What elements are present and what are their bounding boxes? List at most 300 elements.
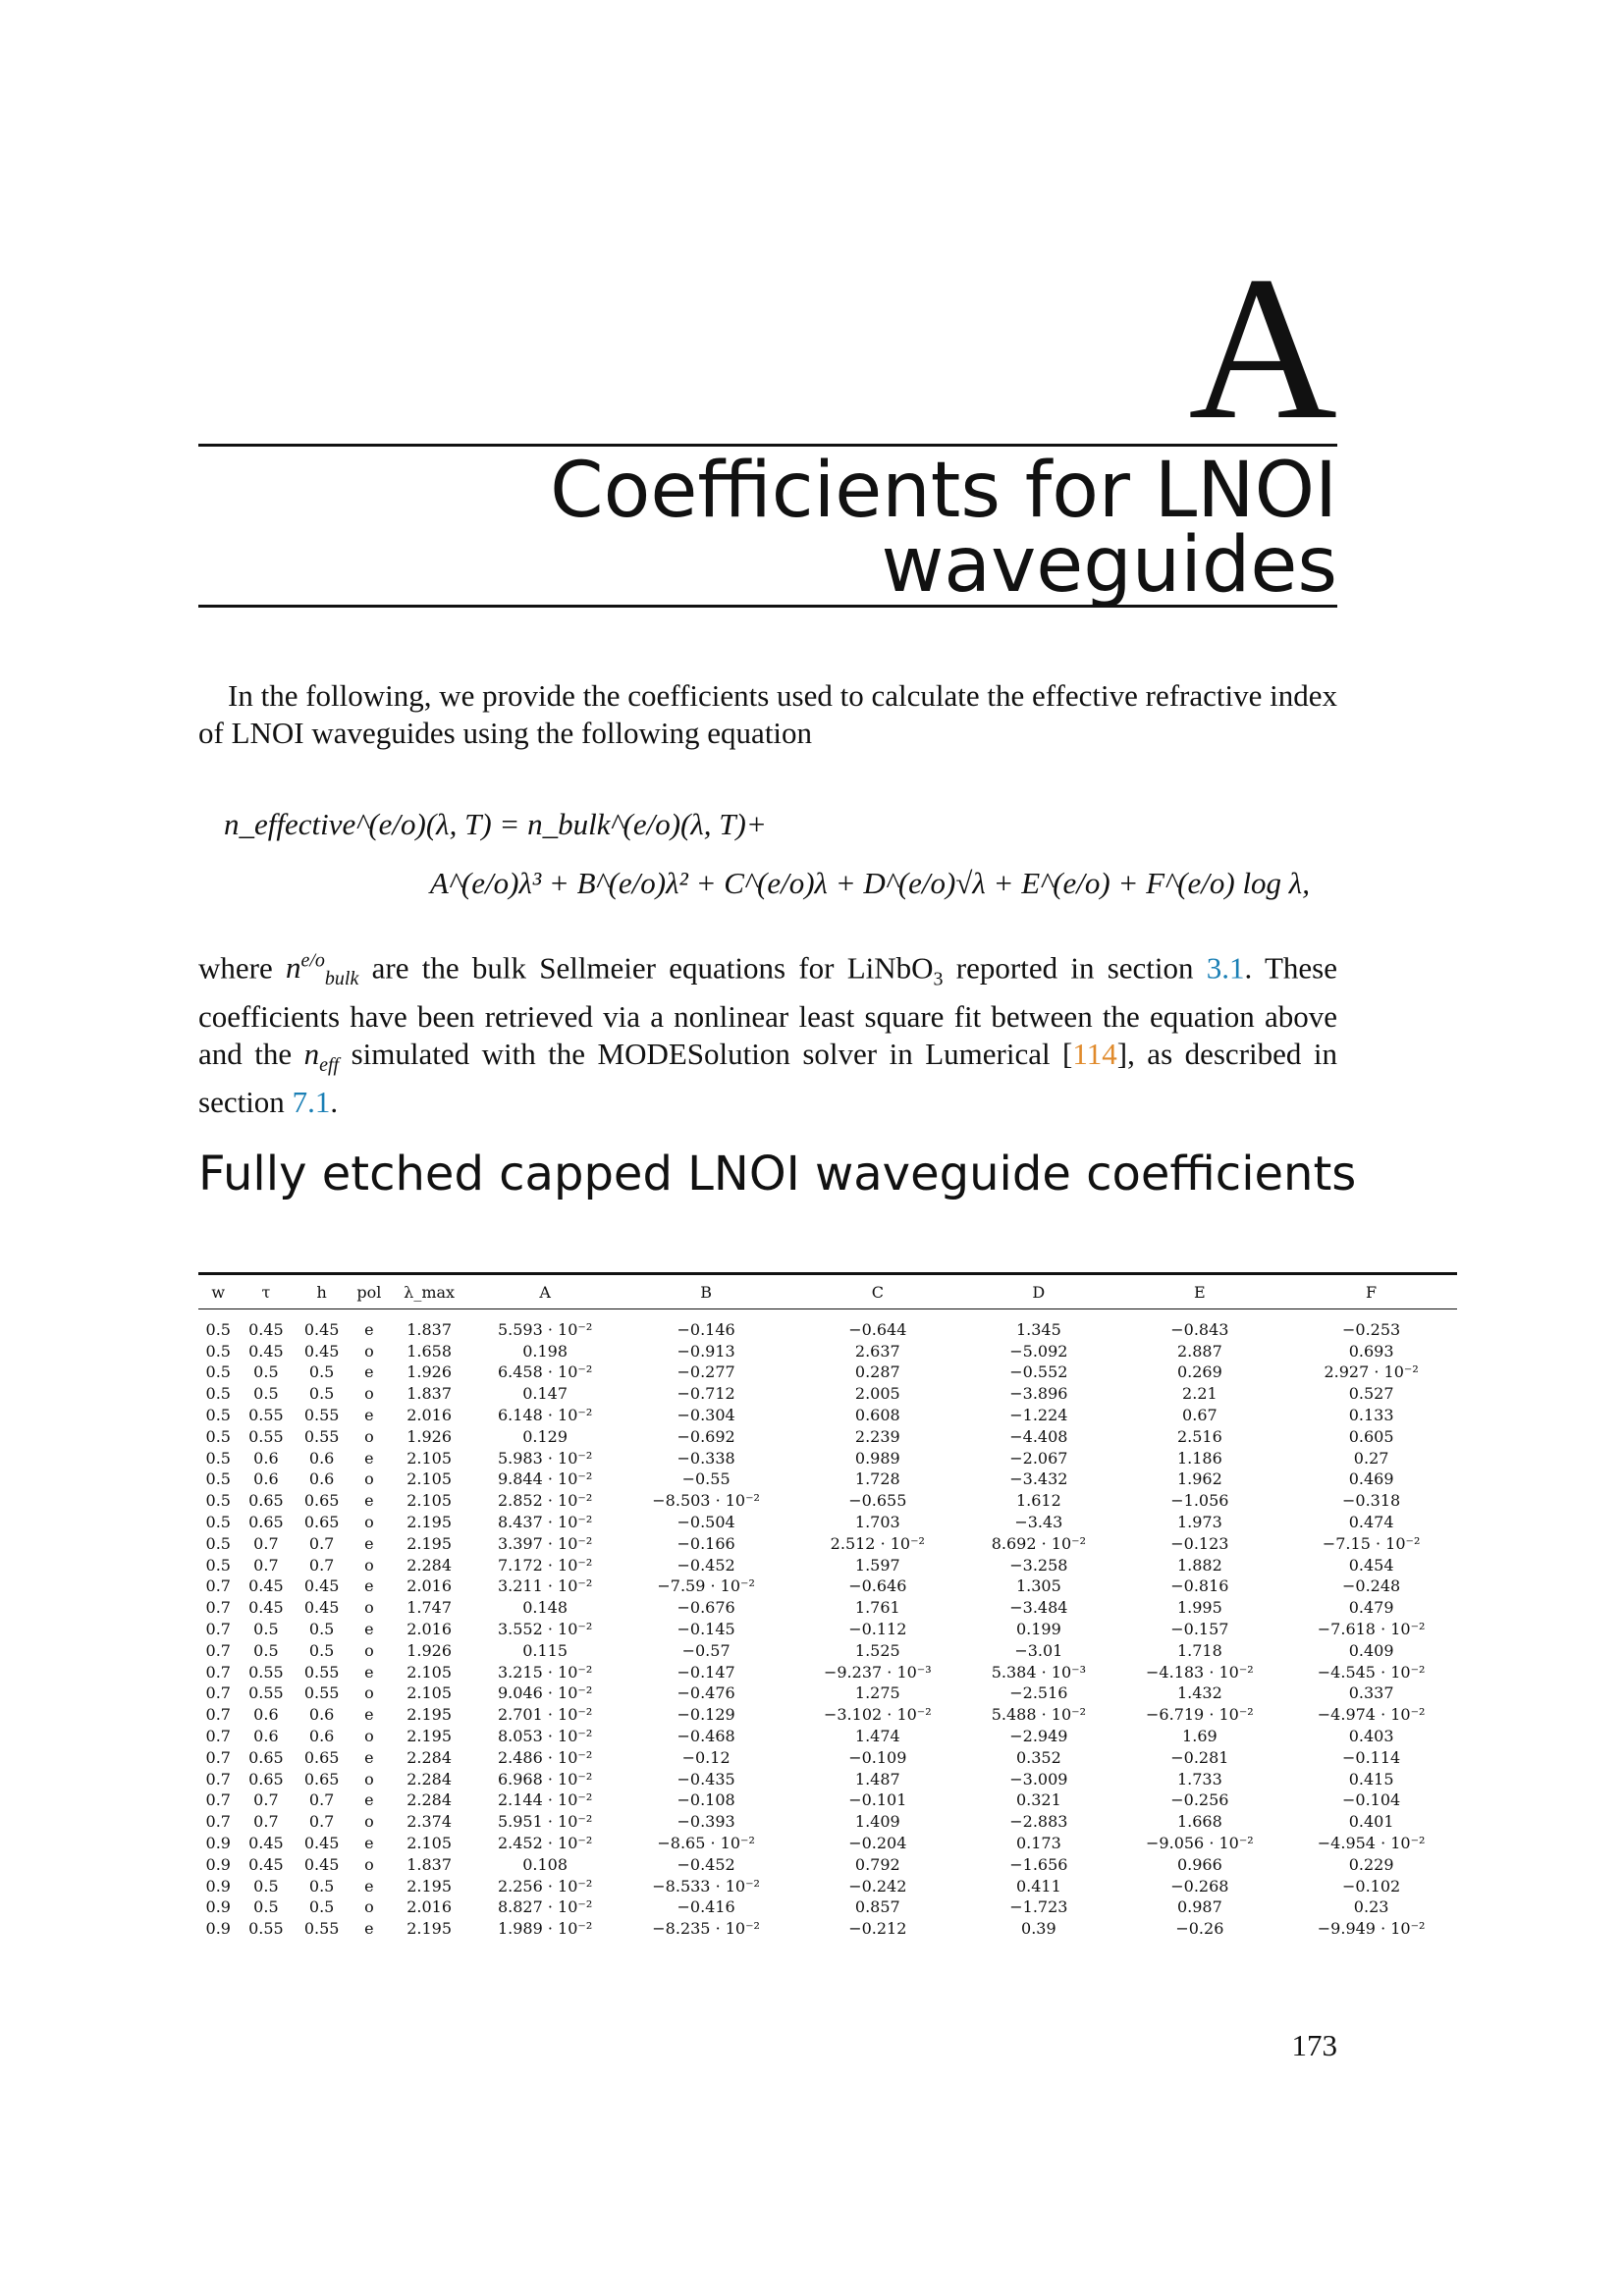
table-cell: −0.646 bbox=[848, 1576, 907, 1596]
table-cell: 1.668 bbox=[1176, 1812, 1222, 1832]
table-cell: 1.962 bbox=[1176, 1469, 1222, 1489]
table-cell: 1.837 bbox=[406, 1854, 453, 1874]
table-cell: −0.147 bbox=[677, 1662, 735, 1682]
table-cell: −1.656 bbox=[1009, 1854, 1068, 1874]
table-row bbox=[198, 1426, 1457, 1448]
table-cell: o bbox=[364, 1555, 374, 1575]
citation-link[interactable]: 114 bbox=[1072, 1036, 1117, 1071]
table-cell: o bbox=[364, 1640, 374, 1660]
table-row bbox=[198, 1833, 1457, 1854]
table-cell: −3.102 · 10⁻² bbox=[823, 1705, 932, 1725]
table-header-cell: pol bbox=[356, 1282, 382, 1302]
table-cell: 0.337 bbox=[1348, 1683, 1394, 1703]
table-cell: e bbox=[364, 1533, 374, 1553]
table-cell: 0.269 bbox=[1176, 1362, 1222, 1382]
table-row bbox=[198, 1897, 1457, 1919]
where-text-7: . bbox=[330, 1084, 339, 1119]
table-cell: 0.65 bbox=[303, 1513, 340, 1532]
table-cell: −0.108 bbox=[677, 1790, 735, 1810]
table-cell: 0.7 bbox=[253, 1533, 279, 1553]
table-cell: 0.7 bbox=[205, 1705, 231, 1725]
table-cell: 0.989 bbox=[854, 1448, 900, 1468]
table-cell: 0.65 bbox=[248, 1513, 284, 1532]
table-cell: 0.5 bbox=[205, 1319, 231, 1339]
table-cell: 0.287 bbox=[854, 1362, 900, 1382]
table-cell: −4.974 · 10⁻² bbox=[1317, 1705, 1426, 1725]
table-cell: −4.183 · 10⁻² bbox=[1146, 1662, 1254, 1682]
table-cell: 0.45 bbox=[248, 1854, 284, 1874]
table-cell: −9.949 · 10⁻² bbox=[1317, 1919, 1426, 1939]
table-cell: 0.401 bbox=[1348, 1812, 1394, 1832]
table-cell: 0.7 bbox=[308, 1812, 335, 1832]
table-cell: e bbox=[364, 1876, 374, 1896]
table-cell: o bbox=[364, 1341, 374, 1361]
table-cell: 0.7 bbox=[205, 1727, 231, 1746]
table-cell: o bbox=[364, 1854, 374, 1874]
table-header-cell: w bbox=[211, 1282, 226, 1302]
table-cell: 0.9 bbox=[205, 1854, 231, 1874]
table-row bbox=[198, 1576, 1457, 1598]
table-cell: 0.409 bbox=[1348, 1640, 1394, 1660]
table-cell: e bbox=[364, 1491, 374, 1511]
table-cell: 2.284 bbox=[406, 1769, 453, 1789]
section-ref-link[interactable]: 3.1 bbox=[1206, 950, 1245, 986]
table-cell: 0.108 bbox=[522, 1854, 568, 1874]
chapter-title-line1: Coefficients for LNOI bbox=[550, 447, 1337, 535]
table-cell: 0.7 bbox=[253, 1790, 279, 1810]
table-cell: 2.105 bbox=[406, 1834, 453, 1853]
table-cell: e bbox=[364, 1448, 374, 1468]
table-cell: 0.55 bbox=[248, 1683, 284, 1703]
table-cell: 1.718 bbox=[1176, 1640, 1222, 1660]
table-cell: 2.105 bbox=[406, 1662, 453, 1682]
intro-paragraph: In the following, we provide the coefficients used to calculate the effective refractive index of LNOI waveguides using the following equation bbox=[198, 678, 1337, 750]
table-cell: 0.5 bbox=[205, 1533, 231, 1553]
table-cell: o bbox=[364, 1812, 374, 1832]
table-cell: 0.5 bbox=[308, 1620, 335, 1639]
table-cell: 0.5 bbox=[205, 1469, 231, 1489]
table-cell: 2.637 bbox=[854, 1341, 900, 1361]
table-cell: 0.45 bbox=[248, 1319, 284, 1339]
table-cell: 2.516 bbox=[1176, 1426, 1222, 1446]
table-cell: 1.186 bbox=[1176, 1448, 1222, 1468]
table-cell: −1.224 bbox=[1009, 1406, 1068, 1425]
table-row bbox=[198, 1704, 1457, 1726]
table-cell: 2.452 · 10⁻² bbox=[497, 1834, 593, 1853]
table-cell: e bbox=[364, 1919, 374, 1939]
table-body bbox=[198, 1309, 1457, 1941]
table-cell: 0.7 bbox=[308, 1555, 335, 1575]
table-cell: 0.7 bbox=[205, 1640, 231, 1660]
table-row bbox=[198, 1747, 1457, 1769]
table-cell: 3.215 · 10⁻² bbox=[497, 1662, 593, 1682]
table-cell: −8.533 · 10⁻² bbox=[652, 1876, 760, 1896]
table-row bbox=[198, 1597, 1457, 1619]
table-cell: 0.5 bbox=[253, 1384, 279, 1404]
table-cell: 2.701 · 10⁻² bbox=[497, 1705, 593, 1725]
table-header-cell: E bbox=[1194, 1282, 1206, 1302]
table-cell: 0.415 bbox=[1348, 1769, 1394, 1789]
table-cell: 1.926 bbox=[406, 1640, 453, 1660]
table-cell: 2.105 bbox=[406, 1491, 453, 1511]
table-cell: −0.676 bbox=[677, 1598, 735, 1618]
table-header-cell: D bbox=[1032, 1282, 1046, 1302]
table-cell: 2.016 bbox=[406, 1620, 453, 1639]
table-cell: −3.258 bbox=[1009, 1555, 1068, 1575]
table-cell: 0.9 bbox=[205, 1897, 231, 1917]
table-cell: 0.403 bbox=[1348, 1727, 1394, 1746]
table-row bbox=[198, 1790, 1457, 1812]
table-cell: e bbox=[364, 1662, 374, 1682]
table-cell: −0.468 bbox=[677, 1727, 735, 1746]
table-header-cell: C bbox=[871, 1282, 884, 1302]
table-cell: 0.65 bbox=[248, 1747, 284, 1767]
table-row bbox=[198, 1512, 1457, 1533]
table-cell: 0.55 bbox=[303, 1919, 340, 1939]
table-cell: −2.067 bbox=[1009, 1448, 1068, 1468]
table-row bbox=[198, 1640, 1457, 1662]
table-cell: −0.26 bbox=[1175, 1919, 1224, 1939]
table-cell: 8.053 · 10⁻² bbox=[497, 1727, 593, 1746]
table-cell: −0.101 bbox=[848, 1790, 907, 1810]
table-cell: 2.486 · 10⁻² bbox=[497, 1747, 593, 1767]
table-cell: −0.104 bbox=[1342, 1790, 1401, 1810]
table-cell: 2.105 bbox=[406, 1683, 453, 1703]
table-cell: −0.242 bbox=[848, 1876, 907, 1896]
table-cell: 5.983 · 10⁻² bbox=[497, 1448, 593, 1468]
table-cell: 0.55 bbox=[248, 1919, 284, 1939]
table-header-cell: F bbox=[1366, 1282, 1378, 1302]
table-cell: 1.761 bbox=[854, 1598, 900, 1618]
table-cell: 0.454 bbox=[1348, 1555, 1394, 1575]
table-cell: 0.229 bbox=[1348, 1854, 1394, 1874]
table-cell: 0.55 bbox=[303, 1426, 340, 1446]
table-cell: −9.237 · 10⁻³ bbox=[823, 1662, 932, 1682]
where-text-3: reported in section bbox=[943, 950, 1207, 986]
table-cell: −0.102 bbox=[1342, 1876, 1401, 1896]
table-cell: −7.15 · 10⁻² bbox=[1322, 1533, 1421, 1553]
table-cell: 0.474 bbox=[1348, 1513, 1394, 1532]
table-cell: −0.12 bbox=[681, 1747, 731, 1767]
table-cell: 0.65 bbox=[248, 1769, 284, 1789]
table-cell: 1.525 bbox=[854, 1640, 900, 1660]
table-cell: 0.67 bbox=[1182, 1406, 1218, 1425]
table-cell: 2.105 bbox=[406, 1469, 453, 1489]
table-cell: −3.484 bbox=[1009, 1598, 1068, 1618]
table-cell: 0.198 bbox=[522, 1341, 568, 1361]
chapter-title-line2: waveguides bbox=[881, 521, 1337, 610]
table-cell: −0.913 bbox=[677, 1341, 735, 1361]
table-cell: −0.268 bbox=[1170, 1876, 1229, 1896]
table-cell: 0.55 bbox=[248, 1406, 284, 1425]
table-cell: 0.55 bbox=[248, 1426, 284, 1446]
table-cell: 0.5 bbox=[205, 1341, 231, 1361]
table-cell: 0.7 bbox=[253, 1555, 279, 1575]
table-cell: 0.9 bbox=[205, 1834, 231, 1853]
table-cell: 0.5 bbox=[205, 1406, 231, 1425]
table-cell: −0.712 bbox=[677, 1384, 735, 1404]
table-cell: 0.6 bbox=[308, 1705, 335, 1725]
table-cell: 0.45 bbox=[248, 1834, 284, 1853]
table-cell: −0.112 bbox=[848, 1620, 907, 1639]
table-cell: 1.837 bbox=[406, 1384, 453, 1404]
table-header-cell: h bbox=[316, 1282, 327, 1302]
table-cell: 2.512 · 10⁻² bbox=[830, 1533, 925, 1553]
table-cell: 0.7 bbox=[205, 1790, 231, 1810]
table-cell: 0.45 bbox=[303, 1319, 340, 1339]
table-cell: 0.5 bbox=[205, 1362, 231, 1382]
table-cell: 2.852 · 10⁻² bbox=[497, 1491, 593, 1511]
table-cell: 0.857 bbox=[854, 1897, 900, 1917]
table-cell: 0.5 bbox=[205, 1513, 231, 1532]
table-cell: 5.593 · 10⁻² bbox=[497, 1319, 593, 1339]
table-header-cell: B bbox=[700, 1282, 712, 1302]
table-cell: 0.966 bbox=[1176, 1854, 1222, 1874]
table-cell: e bbox=[364, 1834, 374, 1853]
table-cell: −2.949 bbox=[1009, 1727, 1068, 1746]
table-cell: 0.7 bbox=[205, 1812, 231, 1832]
table-cell: −0.129 bbox=[677, 1705, 735, 1725]
section-ref-link-2[interactable]: 7.1 bbox=[292, 1084, 331, 1119]
table-cell: 0.65 bbox=[303, 1747, 340, 1767]
table-cell: −0.204 bbox=[848, 1834, 907, 1853]
table-cell: 0.45 bbox=[303, 1576, 340, 1596]
table-cell: 1.973 bbox=[1176, 1513, 1222, 1532]
table-cell: 0.7 bbox=[205, 1598, 231, 1618]
table-cell: 0.45 bbox=[248, 1576, 284, 1596]
table-cell: 1.747 bbox=[406, 1598, 453, 1618]
table-cell: 2.105 bbox=[406, 1448, 453, 1468]
table-cell: 0.7 bbox=[205, 1620, 231, 1639]
table-cell: 0.65 bbox=[248, 1491, 284, 1511]
where-text-1: where bbox=[198, 950, 286, 986]
table-cell: e bbox=[364, 1362, 374, 1382]
table-cell: 0.6 bbox=[253, 1469, 279, 1489]
table-cell: o bbox=[364, 1426, 374, 1446]
table-cell: 0.7 bbox=[253, 1812, 279, 1832]
table-cell: 1.474 bbox=[854, 1727, 900, 1746]
table-cell: 0.352 bbox=[1015, 1747, 1061, 1767]
table-cell: 5.488 · 10⁻² bbox=[991, 1705, 1086, 1725]
table-cell: 0.23 bbox=[1353, 1897, 1389, 1917]
table-cell: −0.504 bbox=[677, 1513, 735, 1532]
table-cell: e bbox=[364, 1620, 374, 1639]
table-cell: 0.5 bbox=[308, 1362, 335, 1382]
table-cell: 0.45 bbox=[303, 1834, 340, 1853]
table-row bbox=[198, 1811, 1457, 1833]
table-cell: −0.644 bbox=[848, 1319, 907, 1339]
table-cell: 0.608 bbox=[854, 1406, 900, 1425]
table-cell: −1.723 bbox=[1009, 1897, 1068, 1917]
table-cell: 5.951 · 10⁻² bbox=[497, 1812, 593, 1832]
table-cell: 9.844 · 10⁻² bbox=[497, 1469, 593, 1489]
table-cell: 8.692 · 10⁻² bbox=[991, 1533, 1086, 1553]
table-cell: 0.45 bbox=[303, 1854, 340, 1874]
table-cell: 0.7 bbox=[205, 1683, 231, 1703]
table-cell: −0.476 bbox=[677, 1683, 735, 1703]
table-cell: 0.6 bbox=[308, 1727, 335, 1746]
table-cell: 3.552 · 10⁻² bbox=[497, 1620, 593, 1639]
equation-line1: n_effective^(e/o)(λ, T) = n_bulk^(e/o)(λ, T)+ bbox=[224, 807, 767, 841]
chapter-rule-bottom bbox=[198, 605, 1337, 608]
table-cell: −0.145 bbox=[677, 1620, 735, 1639]
table-cell: 0.7 bbox=[205, 1576, 231, 1596]
table-cell: 0.5 bbox=[308, 1640, 335, 1660]
table-cell: o bbox=[364, 1469, 374, 1489]
table-cell: 2.195 bbox=[406, 1513, 453, 1532]
table-cell: −0.318 bbox=[1342, 1491, 1401, 1511]
where-text-6: ], as described in section bbox=[198, 1036, 1337, 1119]
table-cell: −3.432 bbox=[1009, 1469, 1068, 1489]
section-title: Fully etched capped LNOI waveguide coefficients bbox=[198, 1147, 1357, 1201]
table-cell: −9.056 · 10⁻² bbox=[1146, 1834, 1254, 1853]
equation-line2: A^(e/o)λ³ + B^(e/o)λ² + C^(e/o)λ + D^(e/o)√λ + E^(e/o) + F^(e/o) log λ, bbox=[429, 866, 1310, 900]
table-cell: −0.277 bbox=[677, 1362, 735, 1382]
table-row bbox=[198, 1533, 1457, 1555]
table-row bbox=[198, 1490, 1457, 1512]
table-cell: 0.6 bbox=[308, 1448, 335, 1468]
table-cell: 2.21 bbox=[1182, 1384, 1218, 1404]
table-cell: 0.693 bbox=[1348, 1341, 1394, 1361]
table-cell: −1.056 bbox=[1170, 1491, 1229, 1511]
table-cell: 0.55 bbox=[303, 1662, 340, 1682]
table-cell: 1.275 bbox=[854, 1683, 900, 1703]
table-cell: 2.256 · 10⁻² bbox=[497, 1876, 593, 1896]
table-cell: 0.9 bbox=[205, 1919, 231, 1939]
table-cell: −0.452 bbox=[677, 1854, 735, 1874]
table-cell: −0.416 bbox=[677, 1897, 735, 1917]
table-cell: −3.009 bbox=[1009, 1769, 1068, 1789]
table-cell: 3.211 · 10⁻² bbox=[497, 1576, 593, 1596]
table-cell: 0.411 bbox=[1015, 1876, 1061, 1896]
table-cell: o bbox=[364, 1769, 374, 1789]
table-cell: 1.612 bbox=[1015, 1491, 1061, 1511]
table-cell: −8.235 · 10⁻² bbox=[652, 1919, 760, 1939]
table-cell: o bbox=[364, 1897, 374, 1917]
table-cell: −0.114 bbox=[1342, 1747, 1401, 1767]
table-cell: 0.65 bbox=[303, 1769, 340, 1789]
table-cell: 2.374 bbox=[406, 1812, 453, 1832]
table-cell: 2.284 bbox=[406, 1747, 453, 1767]
table-row bbox=[198, 1555, 1457, 1576]
table-cell: 0.45 bbox=[248, 1598, 284, 1618]
table-cell: 5.384 · 10⁻³ bbox=[991, 1662, 1086, 1682]
table-cell: 0.39 bbox=[1021, 1919, 1056, 1939]
table-cell: 2.195 bbox=[406, 1705, 453, 1725]
table-row bbox=[198, 1469, 1457, 1491]
table-cell: 0.45 bbox=[303, 1341, 340, 1361]
table-cell: 1.728 bbox=[854, 1469, 900, 1489]
table-cell: 0.987 bbox=[1176, 1897, 1222, 1917]
table-row bbox=[198, 1619, 1457, 1640]
table-cell: −0.435 bbox=[677, 1769, 735, 1789]
table-cell: 2.927 · 10⁻² bbox=[1324, 1362, 1419, 1382]
table-cell: 2.195 bbox=[406, 1727, 453, 1746]
table-cell: 0.5 bbox=[253, 1362, 279, 1382]
table-cell: −8.65 · 10⁻² bbox=[657, 1834, 755, 1853]
table-cell: 1.432 bbox=[1176, 1683, 1222, 1703]
table-cell: 1.882 bbox=[1176, 1555, 1222, 1575]
table-row bbox=[198, 1726, 1457, 1747]
table-cell: −0.692 bbox=[677, 1426, 735, 1446]
table-cell: 0.7 bbox=[308, 1533, 335, 1553]
table-cell: e bbox=[364, 1747, 374, 1767]
table-cell: 1.345 bbox=[1015, 1319, 1061, 1339]
table-row bbox=[198, 1683, 1457, 1705]
table-cell: 2.284 bbox=[406, 1555, 453, 1575]
table-cell: 0.65 bbox=[303, 1491, 340, 1511]
table-cell: 6.458 · 10⁻² bbox=[497, 1362, 593, 1382]
table-cell: 1.837 bbox=[406, 1319, 453, 1339]
table-cell: −0.57 bbox=[681, 1640, 731, 1660]
table-cell: e bbox=[364, 1319, 374, 1339]
table-cell: −0.55 bbox=[681, 1469, 731, 1489]
table-cell: −3.896 bbox=[1009, 1384, 1068, 1404]
page-number: 173 bbox=[1291, 2028, 1337, 2062]
table-cell: 3.397 · 10⁻² bbox=[497, 1533, 593, 1553]
table-cell: 0.6 bbox=[253, 1705, 279, 1725]
table-cell: 1.703 bbox=[854, 1513, 900, 1532]
table-cell: 0.55 bbox=[248, 1662, 284, 1682]
table-row bbox=[198, 1341, 1457, 1362]
table-row bbox=[198, 1383, 1457, 1405]
table-cell: −4.545 · 10⁻² bbox=[1317, 1662, 1426, 1682]
table-cell: e bbox=[364, 1576, 374, 1596]
table-header-cell: λ_max bbox=[404, 1282, 456, 1302]
table-cell: −0.304 bbox=[677, 1406, 735, 1425]
table-cell: 0.527 bbox=[1348, 1384, 1394, 1404]
table-header-row bbox=[198, 1274, 1457, 1309]
table-cell: 0.45 bbox=[248, 1341, 284, 1361]
table-cell: 1.733 bbox=[1176, 1769, 1222, 1789]
table-cell: e bbox=[364, 1705, 374, 1725]
table-cell: 0.469 bbox=[1348, 1469, 1394, 1489]
table-cell: 0.5 bbox=[205, 1384, 231, 1404]
table-cell: 0.605 bbox=[1348, 1426, 1394, 1446]
table-cell: −4.954 · 10⁻² bbox=[1317, 1834, 1426, 1853]
table-cell: 0.7 bbox=[205, 1769, 231, 1789]
where-text-5: simulated with the MODESolution solver in Lumerical [ bbox=[339, 1036, 1073, 1071]
table-row bbox=[198, 1309, 1457, 1341]
table-cell: o bbox=[364, 1683, 374, 1703]
table-cell: 0.5 bbox=[205, 1426, 231, 1446]
table-cell: −7.59 · 10⁻² bbox=[657, 1576, 755, 1596]
table-cell: 0.5 bbox=[205, 1491, 231, 1511]
table-cell: 0.6 bbox=[253, 1448, 279, 1468]
table-cell: 1.597 bbox=[854, 1555, 900, 1575]
table-cell: 7.172 · 10⁻² bbox=[497, 1555, 593, 1575]
table-cell: 0.199 bbox=[1015, 1620, 1061, 1639]
table-cell: e bbox=[364, 1406, 374, 1425]
table-cell: 0.27 bbox=[1353, 1448, 1389, 1468]
table-cell: 0.55 bbox=[303, 1683, 340, 1703]
chapter-title bbox=[550, 447, 1337, 610]
table-cell: −0.253 bbox=[1342, 1319, 1401, 1339]
table-cell: −0.248 bbox=[1342, 1576, 1401, 1596]
table-row bbox=[198, 1448, 1457, 1469]
table-cell: 0.5 bbox=[253, 1897, 279, 1917]
table-cell: −3.01 bbox=[1014, 1640, 1063, 1660]
table-cell: −5.092 bbox=[1009, 1341, 1068, 1361]
table-cell: 2.887 bbox=[1176, 1341, 1222, 1361]
table-cell: o bbox=[364, 1727, 374, 1746]
table-row bbox=[198, 1876, 1457, 1897]
table-cell: 0.7 bbox=[205, 1747, 231, 1767]
table-cell: 2.016 bbox=[406, 1406, 453, 1425]
table-cell: −0.146 bbox=[677, 1319, 735, 1339]
table-cell: 1.409 bbox=[854, 1812, 900, 1832]
table-header-cell: A bbox=[539, 1282, 551, 1302]
